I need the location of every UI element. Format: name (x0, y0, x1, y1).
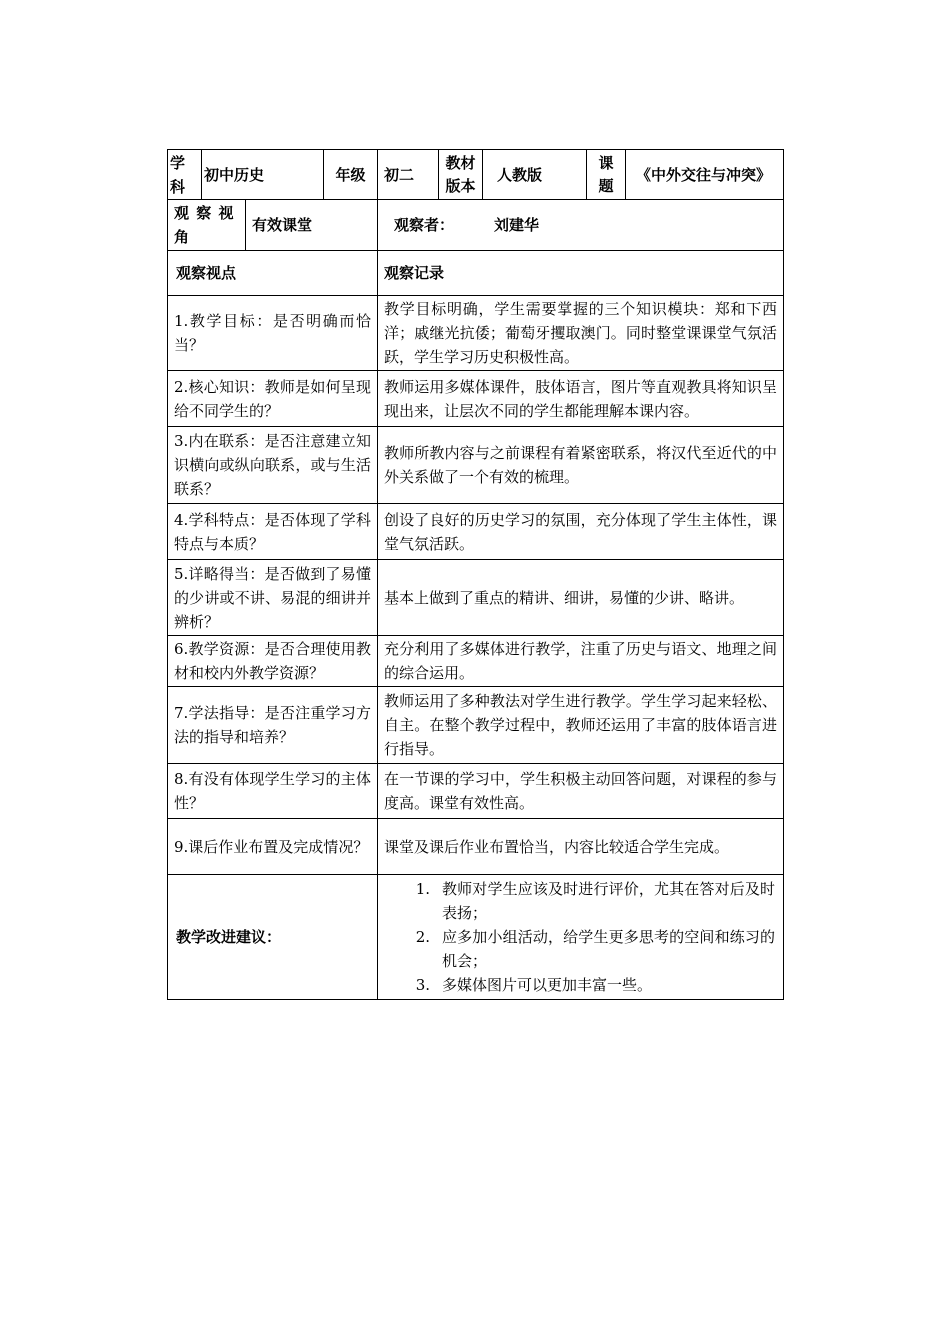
observation-point: 1.教学目标：是否明确而恰当？ (168, 296, 378, 371)
header-row (168, 150, 784, 200)
perspective-label: 观 察 视 角 (168, 200, 246, 251)
observation-record: 教学目标明确，学生需要掌握的三个知识模块：郑和下西洋；戚继光抗倭；葡萄牙攫取澳门。同时整堂课课堂气氛活跃，学生学习历史积极性高。 (378, 296, 784, 371)
observation-record: 充分利用了多媒体进行教学，注重了历史与语文、地理之间的综合运用。 (378, 636, 784, 687)
list-item (378, 877, 779, 925)
perspective-row (168, 200, 784, 251)
observation-point: 5.详略得当：是否做到了易懂的少讲或不讲、易混的细讲并辨析？ (168, 560, 378, 636)
suggestions-row (168, 875, 784, 1000)
observer-cell (378, 200, 784, 251)
table-row (168, 819, 784, 875)
table-row (168, 636, 784, 687)
perspective-value: 有效课堂 (246, 200, 378, 251)
suggestions-label: 教学改进建议： (168, 875, 378, 1000)
suggestion-number: 3. (415, 976, 431, 994)
table-row (168, 296, 784, 371)
grade-value: 初二 (378, 150, 439, 200)
table-row (168, 560, 784, 636)
topic-value: 《中外交往与冲突》 (626, 150, 784, 200)
subject-value: 初中历史 (202, 150, 324, 200)
suggestion-text: 多媒体图片可以更加丰富一些。 (442, 976, 653, 994)
topic-label: 课题 (587, 150, 626, 200)
observation-record: 教师运用了多种教法对学生进行教学。学生学习起来轻松、自主。在整个教学过程中，教师还运用了丰富的肢体语言进行指导。 (378, 687, 784, 764)
observer-name: 刘建华 (494, 216, 540, 234)
edition-label: 教材版本 (439, 150, 483, 200)
observation-record: 在一节课的学习中，学生积极主动回答问题，对课程的参与度高。课堂有效性高。 (378, 764, 784, 819)
observation-point: 6.教学资源：是否合理使用教材和校内外教学资源？ (168, 636, 378, 687)
observation-record: 教师运用多媒体课件，肢体语言，图片等直观教具将知识呈现出来，让层次不同的学生都能理解本课内容。 (378, 371, 784, 427)
observation-point: 7.学法指导：是否注重学习方法的指导和培养？ (168, 687, 378, 764)
table-row (168, 371, 784, 427)
observation-record: 创设了良好的历史学习的氛围，充分体现了学生主体性，课堂气氛活跃。 (378, 504, 784, 560)
suggestion-number: 2. (415, 928, 431, 946)
edition-value: 人教版 (483, 150, 587, 200)
suggestion-number: 1. (415, 880, 431, 898)
observation-point: 2.核心知识：教师是如何呈现给不同学生的？ (168, 371, 378, 427)
suggestions-cell (378, 875, 784, 1000)
observation-point: 9.课后作业布置及完成情况？ (168, 819, 378, 875)
column-header-row (168, 251, 784, 296)
observation-form (167, 149, 783, 1000)
column-header-record: 观察记录 (378, 251, 784, 296)
observation-point: 3.内在联系：是否注意建立知识横向或纵向联系，或与生活联系？ (168, 427, 378, 504)
table-row (168, 687, 784, 764)
subject-label: 学科 (168, 150, 202, 200)
observation-point: 4.学科特点：是否体现了学科特点与本质？ (168, 504, 378, 560)
list-item (378, 973, 779, 997)
suggestion-text: 应多加小组活动，给学生更多思考的空间和练习的机会； (442, 928, 776, 970)
observation-point: 8.有没有体现学生学习的主体性？ (168, 764, 378, 819)
table-row (168, 504, 784, 560)
column-header-point: 观察视点 (168, 251, 378, 296)
observer-label: 观察者： (394, 216, 455, 234)
observation-table (167, 149, 784, 1000)
suggestions-list (378, 877, 779, 997)
table-row (168, 764, 784, 819)
observation-record: 教师所教内容与之前课程有着紧密联系，将汉代至近代的中外关系做了一个有效的梳理。 (378, 427, 784, 504)
grade-label: 年级 (324, 150, 378, 200)
list-item (378, 925, 779, 973)
observation-record: 课堂及课后作业布置恰当，内容比较适合学生完成。 (378, 819, 784, 875)
table-row (168, 427, 784, 504)
suggestion-text: 教师对学生应该及时进行评价，尤其在答对后及时表扬； (442, 880, 776, 922)
observation-record: 基本上做到了重点的精讲、细讲，易懂的少讲、略讲。 (378, 560, 784, 636)
